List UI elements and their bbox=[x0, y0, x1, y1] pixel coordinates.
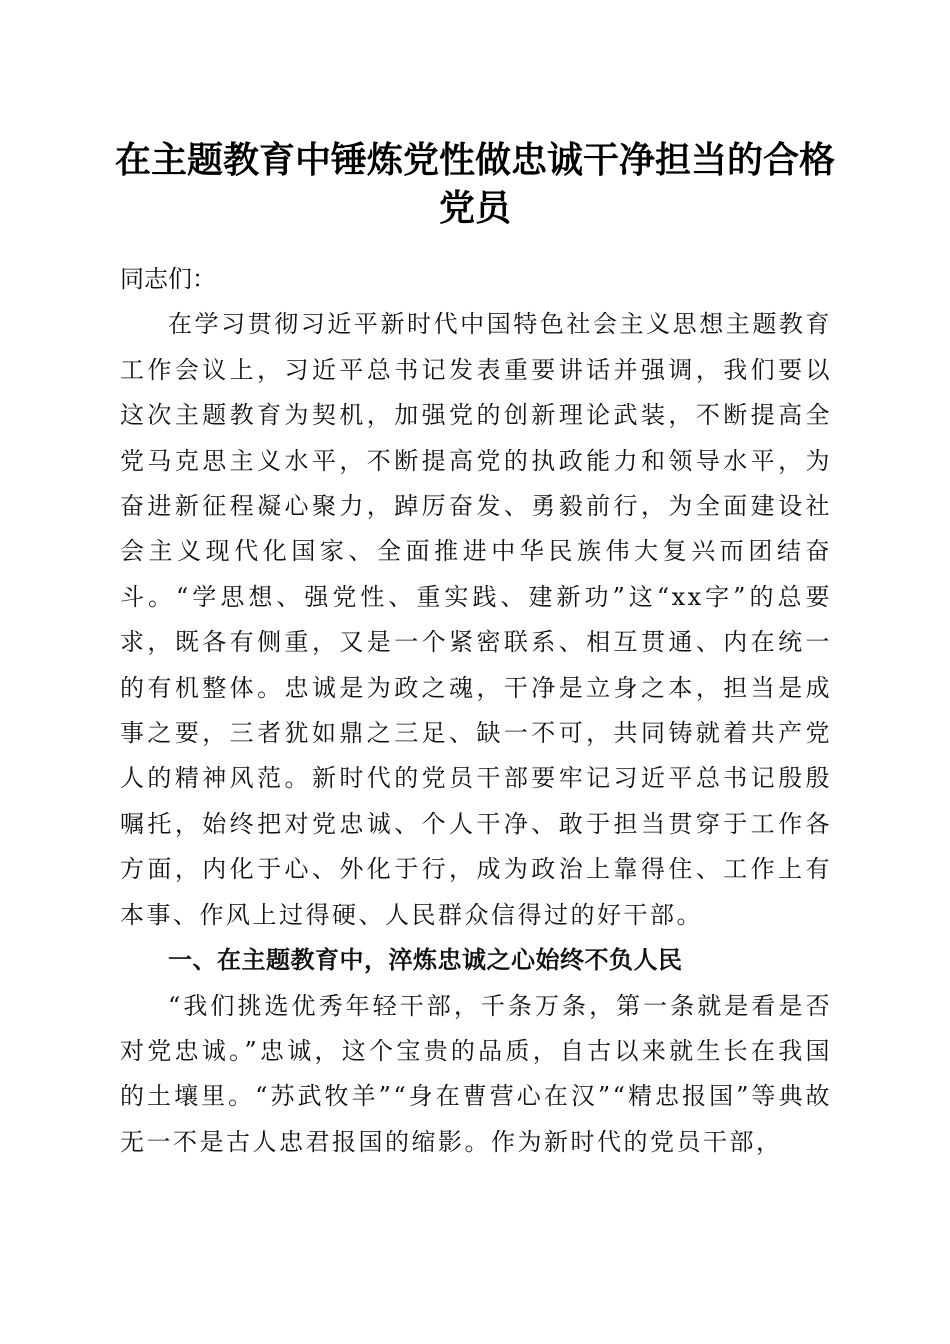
greeting: 同志们： bbox=[120, 265, 216, 293]
document-body bbox=[120, 257, 832, 1165]
section-1-heading: 一、在主题教育中，淬炼忠诚之心始终不负人民 bbox=[168, 946, 683, 975]
paragraph-2: “我们挑选优秀年轻干部，千条万条，第一条就是看是否对党忠诚。”忠诚，这个宝贵的品质，自古以来就生长在我国的土壤里。“苏武牧羊”“身在曹营心在汉”“精忠报国”等典故无一不是古人忠君报国的缩影。作为新时代的党员干部， bbox=[120, 991, 832, 1156]
document-title bbox=[100, 136, 850, 232]
title-line-2: 党员 bbox=[438, 187, 511, 229]
title-line-1: 在主题教育中锤炼党性做忠诚干净担当的合格 bbox=[114, 139, 835, 181]
paragraph-1: 在学习贯彻习近平新时代中国特色社会主义思想主题教育工作会议上，习近平总书记发表重要讲话并强调，我们要以这次主题教育为契机，加强党的创新理论武装，不断提高全党马克思主义水平，不断提高党的执政能力和领导水平，为奋进新征程凝心聚力，踔厉奋发、勇毅前行，为全面建设社会主义现代化国家、全面推进中华民族伟大复兴而团结奋斗。“学思想、强党性、重实践、建新功”这“xx字”的总要求，既各有侧重，又是一个紧密联系、相互贯通、内在统一的有机整体。忠诚是为政之魂，干净是立身之本，担当是成事之要，三者犹如鼎之三足、缺一不可，共同铸就着共产党人的精神风范。新时代的党员干部要牢记习近平总书记殷殷嘱托，始终把对党忠诚、个人干净、敢于担当贯穿于工作各方面，内化于心、外化于行，成为政治上靠得住、工作上有本事、作风上过得硬、人民群众信得过的好干部。 bbox=[120, 310, 832, 929]
